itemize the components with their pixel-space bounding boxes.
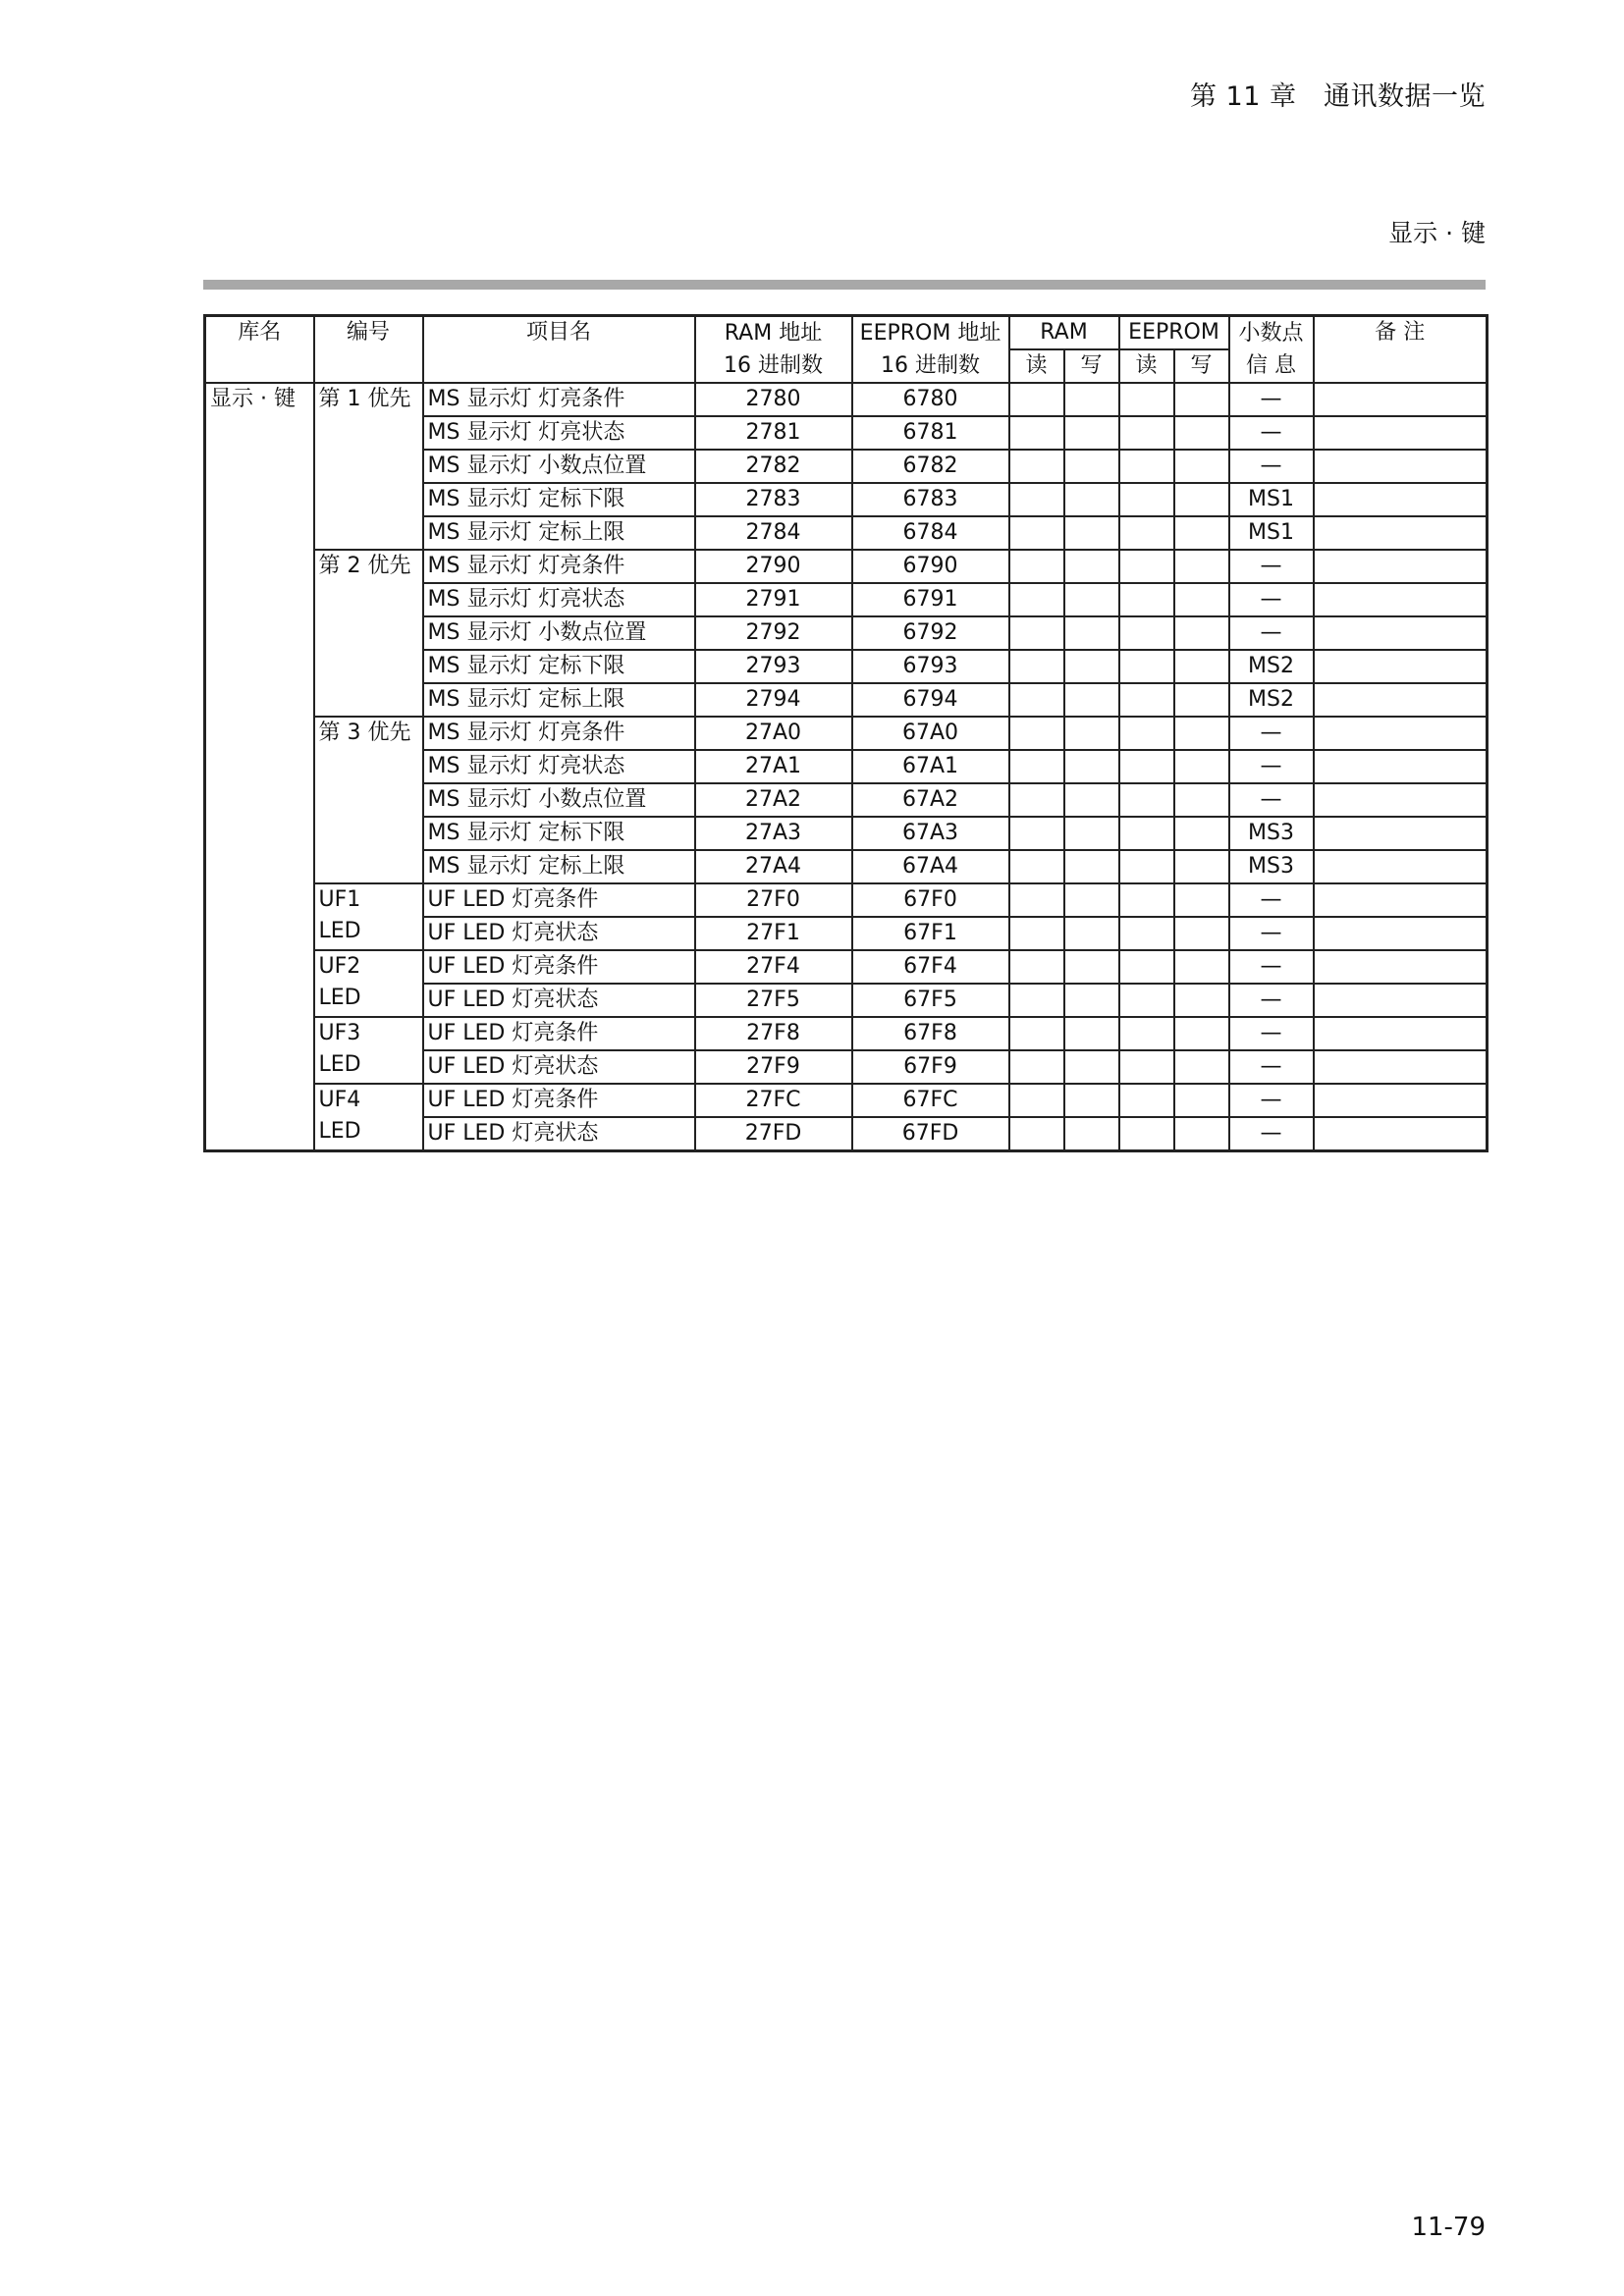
- ram-address-cell: 27A1: [695, 750, 852, 783]
- item-name-cell: MS 显示灯 定标下限: [423, 817, 695, 850]
- eeprom-read-cell: [1119, 1017, 1174, 1050]
- ram-read-cell: [1009, 1017, 1064, 1050]
- remarks-cell: [1314, 383, 1488, 416]
- ram-address-cell: 27FC: [695, 1084, 852, 1117]
- remarks-cell: [1314, 817, 1488, 850]
- item-name-cell: UF LED 灯亮状态: [423, 1050, 695, 1084]
- table-row: [205, 950, 1488, 984]
- eeprom-read-cell: [1119, 416, 1174, 450]
- ram-write-cell: [1064, 817, 1119, 850]
- eeprom-address-cell: 67A3: [852, 817, 1009, 850]
- eeprom-read-cell: [1119, 483, 1174, 516]
- item-name-cell: MS 显示灯 小数点位置: [423, 616, 695, 650]
- table-row: [205, 1084, 1488, 1117]
- header-ram: RAM: [1009, 316, 1119, 350]
- item-name-cell: MS 显示灯 定标下限: [423, 483, 695, 516]
- ram-address-cell: 2780: [695, 383, 852, 416]
- header-eeprom-address: [852, 316, 1009, 384]
- group-label-cell: [314, 950, 423, 1017]
- group-label-cell: [314, 1084, 423, 1151]
- remarks-cell: [1314, 616, 1488, 650]
- eeprom-address-cell: 6790: [852, 550, 1009, 583]
- remarks-cell: [1314, 650, 1488, 683]
- decimal-info-cell: MS1: [1229, 516, 1314, 550]
- decimal-info-cell: MS3: [1229, 850, 1314, 883]
- ram-write-cell: [1064, 450, 1119, 483]
- ram-address-cell: 27F1: [695, 917, 852, 950]
- eeprom-write-cell: [1174, 850, 1229, 883]
- ram-address-cell: 27F4: [695, 950, 852, 984]
- header-eeprom-read: 读: [1119, 349, 1174, 383]
- eeprom-address-cell: 6794: [852, 683, 1009, 717]
- decimal-info-cell: MS1: [1229, 483, 1314, 516]
- item-name-cell: UF LED 灯亮条件: [423, 1017, 695, 1050]
- header-ram-address-line1: RAM 地址: [724, 321, 823, 346]
- bank-name-cell: 显示 · 键: [205, 383, 314, 1151]
- ram-write-cell: [1064, 850, 1119, 883]
- eeprom-write-cell: [1174, 550, 1229, 583]
- item-name-cell: MS 显示灯 小数点位置: [423, 783, 695, 817]
- ram-write-cell: [1064, 1117, 1119, 1151]
- ram-read-cell: [1009, 383, 1064, 416]
- ram-address-cell: 2782: [695, 450, 852, 483]
- header-ram-write: 写: [1064, 349, 1119, 383]
- eeprom-read-cell: [1119, 1050, 1174, 1084]
- eeprom-read-cell: [1119, 950, 1174, 984]
- group-label-line: UF4: [318, 1088, 361, 1112]
- table-row: [205, 550, 1488, 583]
- item-name-cell: MS 显示灯 定标上限: [423, 683, 695, 717]
- eeprom-address-cell: 67F0: [852, 883, 1009, 917]
- decimal-info-cell: —: [1229, 1084, 1314, 1117]
- ram-read-cell: [1009, 1117, 1064, 1151]
- ram-write-cell: [1064, 683, 1119, 717]
- ram-write-cell: [1064, 650, 1119, 683]
- remarks-cell: [1314, 984, 1488, 1017]
- eeprom-write-cell: [1174, 917, 1229, 950]
- decimal-info-cell: —: [1229, 717, 1314, 750]
- decimal-info-cell: MS2: [1229, 683, 1314, 717]
- eeprom-write-cell: [1174, 450, 1229, 483]
- eeprom-write-cell: [1174, 483, 1229, 516]
- eeprom-address-cell: 67F1: [852, 917, 1009, 950]
- ram-address-cell: 2791: [695, 583, 852, 616]
- header-decimal-info-line2: 信 息: [1246, 353, 1296, 378]
- group-label-line: UF1: [318, 887, 361, 912]
- ram-address-cell: 27A3: [695, 817, 852, 850]
- ram-read-cell: [1009, 616, 1064, 650]
- remarks-cell: [1314, 1117, 1488, 1151]
- eeprom-read-cell: [1119, 683, 1174, 717]
- ram-read-cell: [1009, 950, 1064, 984]
- remarks-cell: [1314, 717, 1488, 750]
- table-row: [205, 883, 1488, 917]
- eeprom-read-cell: [1119, 550, 1174, 583]
- ram-read-cell: [1009, 850, 1064, 883]
- remarks-cell: [1314, 683, 1488, 717]
- ram-read-cell: [1009, 717, 1064, 750]
- decimal-info-cell: —: [1229, 1117, 1314, 1151]
- ram-write-cell: [1064, 783, 1119, 817]
- header-ram-address-line2: 16 进制数: [724, 353, 823, 378]
- eeprom-write-cell: [1174, 683, 1229, 717]
- decimal-info-cell: —: [1229, 416, 1314, 450]
- chapter-title: 第 11 章 通讯数据一览: [1189, 81, 1486, 112]
- ram-address-cell: 2781: [695, 416, 852, 450]
- eeprom-read-cell: [1119, 516, 1174, 550]
- section-divider: [203, 280, 1486, 290]
- group-label-line: LED: [318, 986, 361, 1010]
- ram-address-cell: 2784: [695, 516, 852, 550]
- item-name-cell: MS 显示灯 灯亮条件: [423, 550, 695, 583]
- ram-write-cell: [1064, 984, 1119, 1017]
- eeprom-address-cell: 67A1: [852, 750, 1009, 783]
- group-label-line: LED: [318, 919, 361, 943]
- eeprom-address-cell: 67A4: [852, 850, 1009, 883]
- group-label-line: LED: [318, 1052, 361, 1077]
- ram-read-cell: [1009, 550, 1064, 583]
- group-label-line: LED: [318, 1119, 361, 1144]
- remarks-cell: [1314, 416, 1488, 450]
- header-eeprom-address-line1: EEPROM 地址: [859, 321, 1001, 346]
- ram-address-cell: 27A4: [695, 850, 852, 883]
- eeprom-address-cell: 67F8: [852, 1017, 1009, 1050]
- group-label-cell: [314, 883, 423, 950]
- eeprom-read-cell: [1119, 1084, 1174, 1117]
- decimal-info-cell: —: [1229, 450, 1314, 483]
- eeprom-address-cell: 6782: [852, 450, 1009, 483]
- item-name-cell: UF LED 灯亮状态: [423, 984, 695, 1017]
- ram-read-cell: [1009, 483, 1064, 516]
- eeprom-write-cell: [1174, 1050, 1229, 1084]
- item-name-cell: UF LED 灯亮状态: [423, 917, 695, 950]
- eeprom-write-cell: [1174, 583, 1229, 616]
- eeprom-address-cell: 6793: [852, 650, 1009, 683]
- ram-address-cell: 27A0: [695, 717, 852, 750]
- eeprom-write-cell: [1174, 516, 1229, 550]
- ram-address-cell: 27A2: [695, 783, 852, 817]
- remarks-cell: [1314, 783, 1488, 817]
- eeprom-address-cell: 67F9: [852, 1050, 1009, 1084]
- item-name-cell: MS 显示灯 灯亮状态: [423, 583, 695, 616]
- group-label-line: UF2: [318, 954, 361, 979]
- item-name-cell: UF LED 灯亮状态: [423, 1117, 695, 1151]
- ram-address-cell: 27F9: [695, 1050, 852, 1084]
- communication-data-table: [203, 314, 1489, 1152]
- eeprom-read-cell: [1119, 583, 1174, 616]
- group-label-line: 第 1 优先: [318, 387, 411, 411]
- eeprom-address-cell: 6781: [852, 416, 1009, 450]
- eeprom-read-cell: [1119, 717, 1174, 750]
- remarks-cell: [1314, 917, 1488, 950]
- ram-read-cell: [1009, 683, 1064, 717]
- eeprom-write-cell: [1174, 650, 1229, 683]
- ram-read-cell: [1009, 1050, 1064, 1084]
- ram-write-cell: [1064, 516, 1119, 550]
- eeprom-write-cell: [1174, 950, 1229, 984]
- remarks-cell: [1314, 1084, 1488, 1117]
- table-body: [205, 383, 1488, 1151]
- decimal-info-cell: MS2: [1229, 650, 1314, 683]
- eeprom-write-cell: [1174, 1084, 1229, 1117]
- ram-address-cell: 2783: [695, 483, 852, 516]
- ram-address-cell: 27F5: [695, 984, 852, 1017]
- ram-address-cell: 27F8: [695, 1017, 852, 1050]
- ram-write-cell: [1064, 550, 1119, 583]
- eeprom-read-cell: [1119, 1117, 1174, 1151]
- group-label-cell: [314, 1017, 423, 1084]
- header-decimal-info: [1229, 316, 1314, 384]
- header-eeprom-address-line2: 16 进制数: [881, 353, 980, 378]
- eeprom-address-cell: 6784: [852, 516, 1009, 550]
- table-row: [205, 717, 1488, 750]
- eeprom-address-cell: 6780: [852, 383, 1009, 416]
- eeprom-write-cell: [1174, 1117, 1229, 1151]
- ram-write-cell: [1064, 950, 1119, 984]
- item-name-cell: MS 显示灯 定标上限: [423, 850, 695, 883]
- ram-write-cell: [1064, 416, 1119, 450]
- ram-read-cell: [1009, 750, 1064, 783]
- group-label-cell: [314, 550, 423, 717]
- header-eeprom: EEPROM: [1119, 316, 1229, 350]
- ram-read-cell: [1009, 783, 1064, 817]
- remarks-cell: [1314, 516, 1488, 550]
- header-remarks: 备 注: [1314, 316, 1488, 384]
- eeprom-write-cell: [1174, 984, 1229, 1017]
- item-name-cell: MS 显示灯 灯亮状态: [423, 416, 695, 450]
- remarks-cell: [1314, 1017, 1488, 1050]
- eeprom-write-cell: [1174, 817, 1229, 850]
- ram-read-cell: [1009, 416, 1064, 450]
- ram-write-cell: [1064, 1084, 1119, 1117]
- decimal-info-cell: —: [1229, 550, 1314, 583]
- eeprom-write-cell: [1174, 750, 1229, 783]
- decimal-info-cell: —: [1229, 616, 1314, 650]
- ram-write-cell: [1064, 917, 1119, 950]
- remarks-cell: [1314, 583, 1488, 616]
- eeprom-address-cell: 67FC: [852, 1084, 1009, 1117]
- eeprom-read-cell: [1119, 616, 1174, 650]
- ram-write-cell: [1064, 583, 1119, 616]
- item-name-cell: MS 显示灯 小数点位置: [423, 450, 695, 483]
- eeprom-write-cell: [1174, 717, 1229, 750]
- eeprom-address-cell: 6783: [852, 483, 1009, 516]
- decimal-info-cell: —: [1229, 783, 1314, 817]
- decimal-info-cell: —: [1229, 984, 1314, 1017]
- ram-write-cell: [1064, 383, 1119, 416]
- eeprom-write-cell: [1174, 1017, 1229, 1050]
- group-label-line: UF3: [318, 1021, 361, 1045]
- remarks-cell: [1314, 750, 1488, 783]
- item-name-cell: MS 显示灯 定标上限: [423, 516, 695, 550]
- ram-write-cell: [1064, 750, 1119, 783]
- ram-read-cell: [1009, 516, 1064, 550]
- remarks-cell: [1314, 450, 1488, 483]
- remarks-cell: [1314, 883, 1488, 917]
- page-number: 11-79: [1411, 2213, 1486, 2242]
- ram-read-cell: [1009, 917, 1064, 950]
- remarks-cell: [1314, 550, 1488, 583]
- ram-address-cell: 2793: [695, 650, 852, 683]
- header-item: 项目名: [423, 316, 695, 384]
- eeprom-read-cell: [1119, 984, 1174, 1017]
- ram-address-cell: 2794: [695, 683, 852, 717]
- eeprom-read-cell: [1119, 883, 1174, 917]
- ram-address-cell: 27F0: [695, 883, 852, 917]
- ram-address-cell: 27FD: [695, 1117, 852, 1151]
- item-name-cell: UF LED 灯亮条件: [423, 950, 695, 984]
- item-name-cell: UF LED 灯亮条件: [423, 1084, 695, 1117]
- ram-read-cell: [1009, 984, 1064, 1017]
- ram-write-cell: [1064, 616, 1119, 650]
- decimal-info-cell: —: [1229, 883, 1314, 917]
- ram-write-cell: [1064, 883, 1119, 917]
- header-decimal-info-line1: 小数点: [1238, 321, 1304, 346]
- remarks-cell: [1314, 950, 1488, 984]
- ram-write-cell: [1064, 1050, 1119, 1084]
- remarks-cell: [1314, 1050, 1488, 1084]
- ram-address-cell: 2792: [695, 616, 852, 650]
- ram-read-cell: [1009, 450, 1064, 483]
- group-label-line: 第 2 优先: [318, 554, 411, 578]
- eeprom-write-cell: [1174, 883, 1229, 917]
- eeprom-read-cell: [1119, 650, 1174, 683]
- eeprom-write-cell: [1174, 783, 1229, 817]
- ram-write-cell: [1064, 717, 1119, 750]
- decimal-info-cell: —: [1229, 1050, 1314, 1084]
- eeprom-read-cell: [1119, 783, 1174, 817]
- item-name-cell: MS 显示灯 灯亮条件: [423, 383, 695, 416]
- eeprom-read-cell: [1119, 383, 1174, 416]
- header-ram-read: 读: [1009, 349, 1064, 383]
- eeprom-read-cell: [1119, 917, 1174, 950]
- group-label-cell: [314, 717, 423, 883]
- group-label-cell: [314, 383, 423, 550]
- eeprom-address-cell: 67F4: [852, 950, 1009, 984]
- ram-read-cell: [1009, 583, 1064, 616]
- eeprom-address-cell: 67A0: [852, 717, 1009, 750]
- remarks-cell: [1314, 850, 1488, 883]
- item-name-cell: UF LED 灯亮条件: [423, 883, 695, 917]
- item-name-cell: MS 显示灯 定标下限: [423, 650, 695, 683]
- eeprom-address-cell: 67F5: [852, 984, 1009, 1017]
- ram-write-cell: [1064, 1017, 1119, 1050]
- eeprom-address-cell: 67FD: [852, 1117, 1009, 1151]
- eeprom-write-cell: [1174, 616, 1229, 650]
- eeprom-read-cell: [1119, 750, 1174, 783]
- eeprom-address-cell: 67A2: [852, 783, 1009, 817]
- eeprom-read-cell: [1119, 817, 1174, 850]
- decimal-info-cell: —: [1229, 917, 1314, 950]
- decimal-info-cell: —: [1229, 383, 1314, 416]
- ram-read-cell: [1009, 817, 1064, 850]
- ram-read-cell: [1009, 1084, 1064, 1117]
- eeprom-address-cell: 6791: [852, 583, 1009, 616]
- item-name-cell: MS 显示灯 灯亮条件: [423, 717, 695, 750]
- item-name-cell: MS 显示灯 灯亮状态: [423, 750, 695, 783]
- eeprom-write-cell: [1174, 416, 1229, 450]
- header-ram-address: [695, 316, 852, 384]
- decimal-info-cell: —: [1229, 583, 1314, 616]
- eeprom-read-cell: [1119, 850, 1174, 883]
- section-title: 显示 · 键: [1388, 219, 1486, 247]
- ram-address-cell: 2790: [695, 550, 852, 583]
- decimal-info-cell: —: [1229, 750, 1314, 783]
- ram-read-cell: [1009, 883, 1064, 917]
- decimal-info-cell: —: [1229, 1017, 1314, 1050]
- eeprom-read-cell: [1119, 450, 1174, 483]
- group-label-line: 第 3 优先: [318, 721, 411, 745]
- decimal-info-cell: MS3: [1229, 817, 1314, 850]
- remarks-cell: [1314, 483, 1488, 516]
- decimal-info-cell: —: [1229, 950, 1314, 984]
- header-number: 编号: [314, 316, 423, 384]
- table-row: [205, 383, 1488, 416]
- header-bank: 库名: [205, 316, 314, 384]
- table-row: [205, 1017, 1488, 1050]
- ram-read-cell: [1009, 650, 1064, 683]
- ram-write-cell: [1064, 483, 1119, 516]
- header-eeprom-write: 写: [1174, 349, 1229, 383]
- eeprom-address-cell: 6792: [852, 616, 1009, 650]
- eeprom-write-cell: [1174, 383, 1229, 416]
